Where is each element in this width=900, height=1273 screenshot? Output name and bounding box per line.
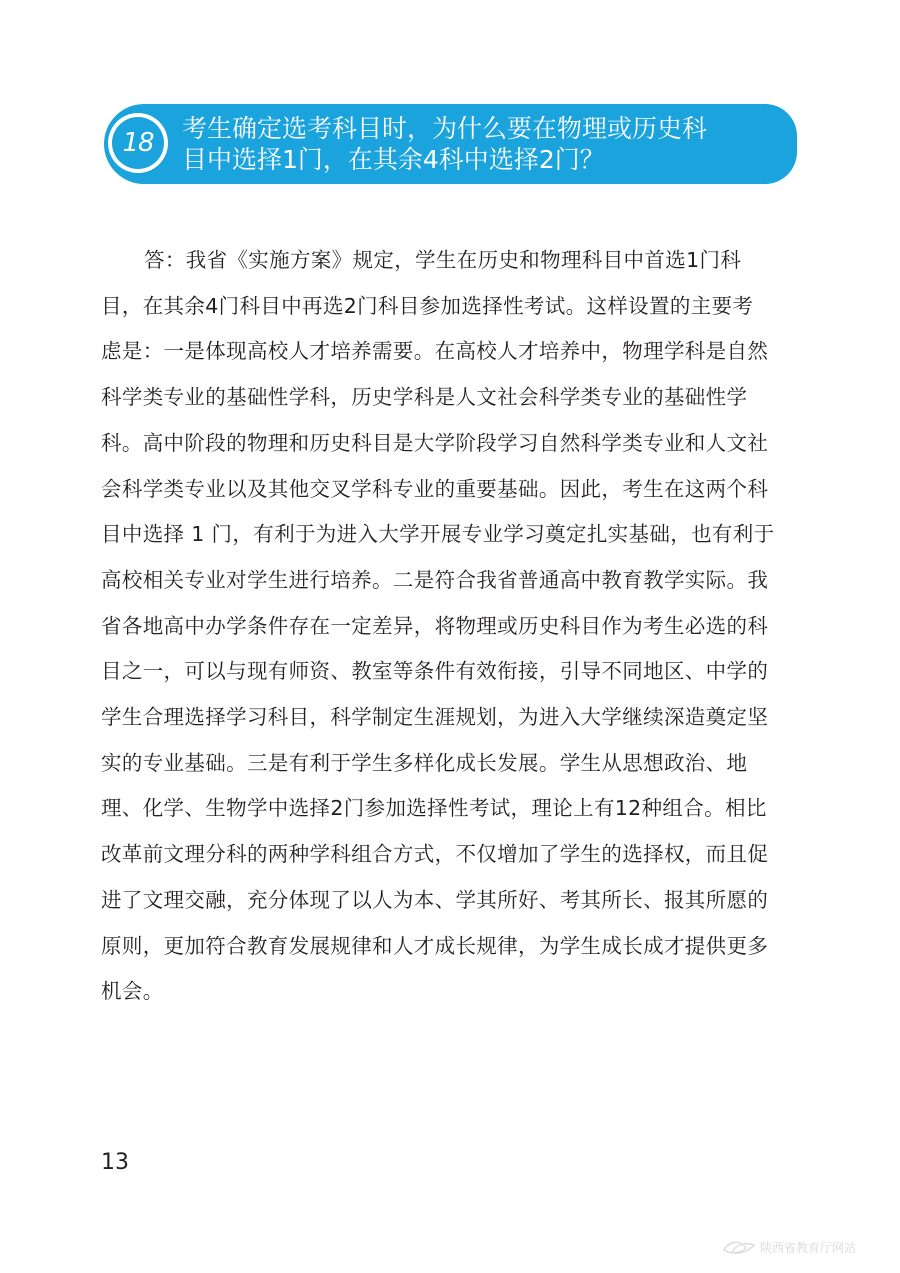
answer-line: 会科学类专业以及其他交叉学科专业的重要基础。因此，考生在这两个科 — [101, 476, 769, 501]
answer-line: 理、化学、生物学中选择2门参加选择性考试，理论上有12种组合。相比 — [101, 796, 767, 821]
watermark-logo-icon — [722, 1236, 756, 1258]
answer-line: 答：我省《实施方案》规定，学生在历史和物理科目中首选1门科 — [144, 248, 742, 272]
question-title — [182, 113, 782, 175]
answer-line: 目中选择 1 门，有利于为进入大学开展专业学习奠定扎实基础，也有利于 — [101, 522, 775, 547]
answer-body — [101, 238, 801, 1015]
answer-line: 目，在其余4门科目中再选2门科目参加选择性考试。这样设置的主要考 — [101, 293, 754, 318]
answer-line: 目之一，可以与现有师资、教室等条件有效衔接，引导不同地区、中学的 — [101, 659, 769, 684]
question-number: 18 — [112, 117, 164, 169]
answer-line: 学生合理选择学习科目，科学制定生涯规划，为进入大学继续深造奠定坚 — [101, 705, 769, 730]
question-title-line: 考生确定选考科目时，为什么要在物理或历史科 — [182, 114, 708, 143]
answer-line: 实的专业基础。三是有利于学生多样化成长发展。学生从思想政治、地 — [101, 750, 748, 775]
answer-line: 虑是：一是体现高校人才培养需要。在高校人才培养中，物理学科是自然 — [101, 339, 769, 364]
answer-line: 改革前文理分科的两种学科组合方式，不仅增加了学生的选择权，而且促 — [101, 842, 769, 867]
question-number-badge — [108, 113, 168, 173]
question-title-line: 目中选择1门，在其余4科中选择2门？ — [182, 145, 605, 174]
page-number: 13 — [101, 1150, 129, 1175]
site-watermark — [722, 1236, 856, 1258]
answer-line: 科学类专业的基础性学科，历史学科是人文社会科学类专业的基础性学 — [101, 385, 748, 410]
answer-line: 原则，更加符合教育发展规律和人才成长规律，为学生成长成才提供更多 — [101, 933, 769, 958]
answer-line: 省各地高中办学条件存在一定差异，将物理或历史科目作为考生必选的科 — [101, 613, 769, 638]
answer-line: 科。高中阶段的物理和历史科目是大学阶段学习自然科学类专业和人文社 — [101, 430, 769, 455]
answer-line: 高校相关专业对学生进行培养。二是符合我省普通高中教育教学实际。我 — [101, 567, 769, 592]
watermark-text: 陕西省教育厅网站 — [760, 1240, 857, 1255]
answer-line: 进了文理交融，充分体现了以人为本、学其所好、考其所长、报其所愿的 — [101, 887, 769, 912]
answer-line: 机会。 — [101, 979, 164, 1004]
